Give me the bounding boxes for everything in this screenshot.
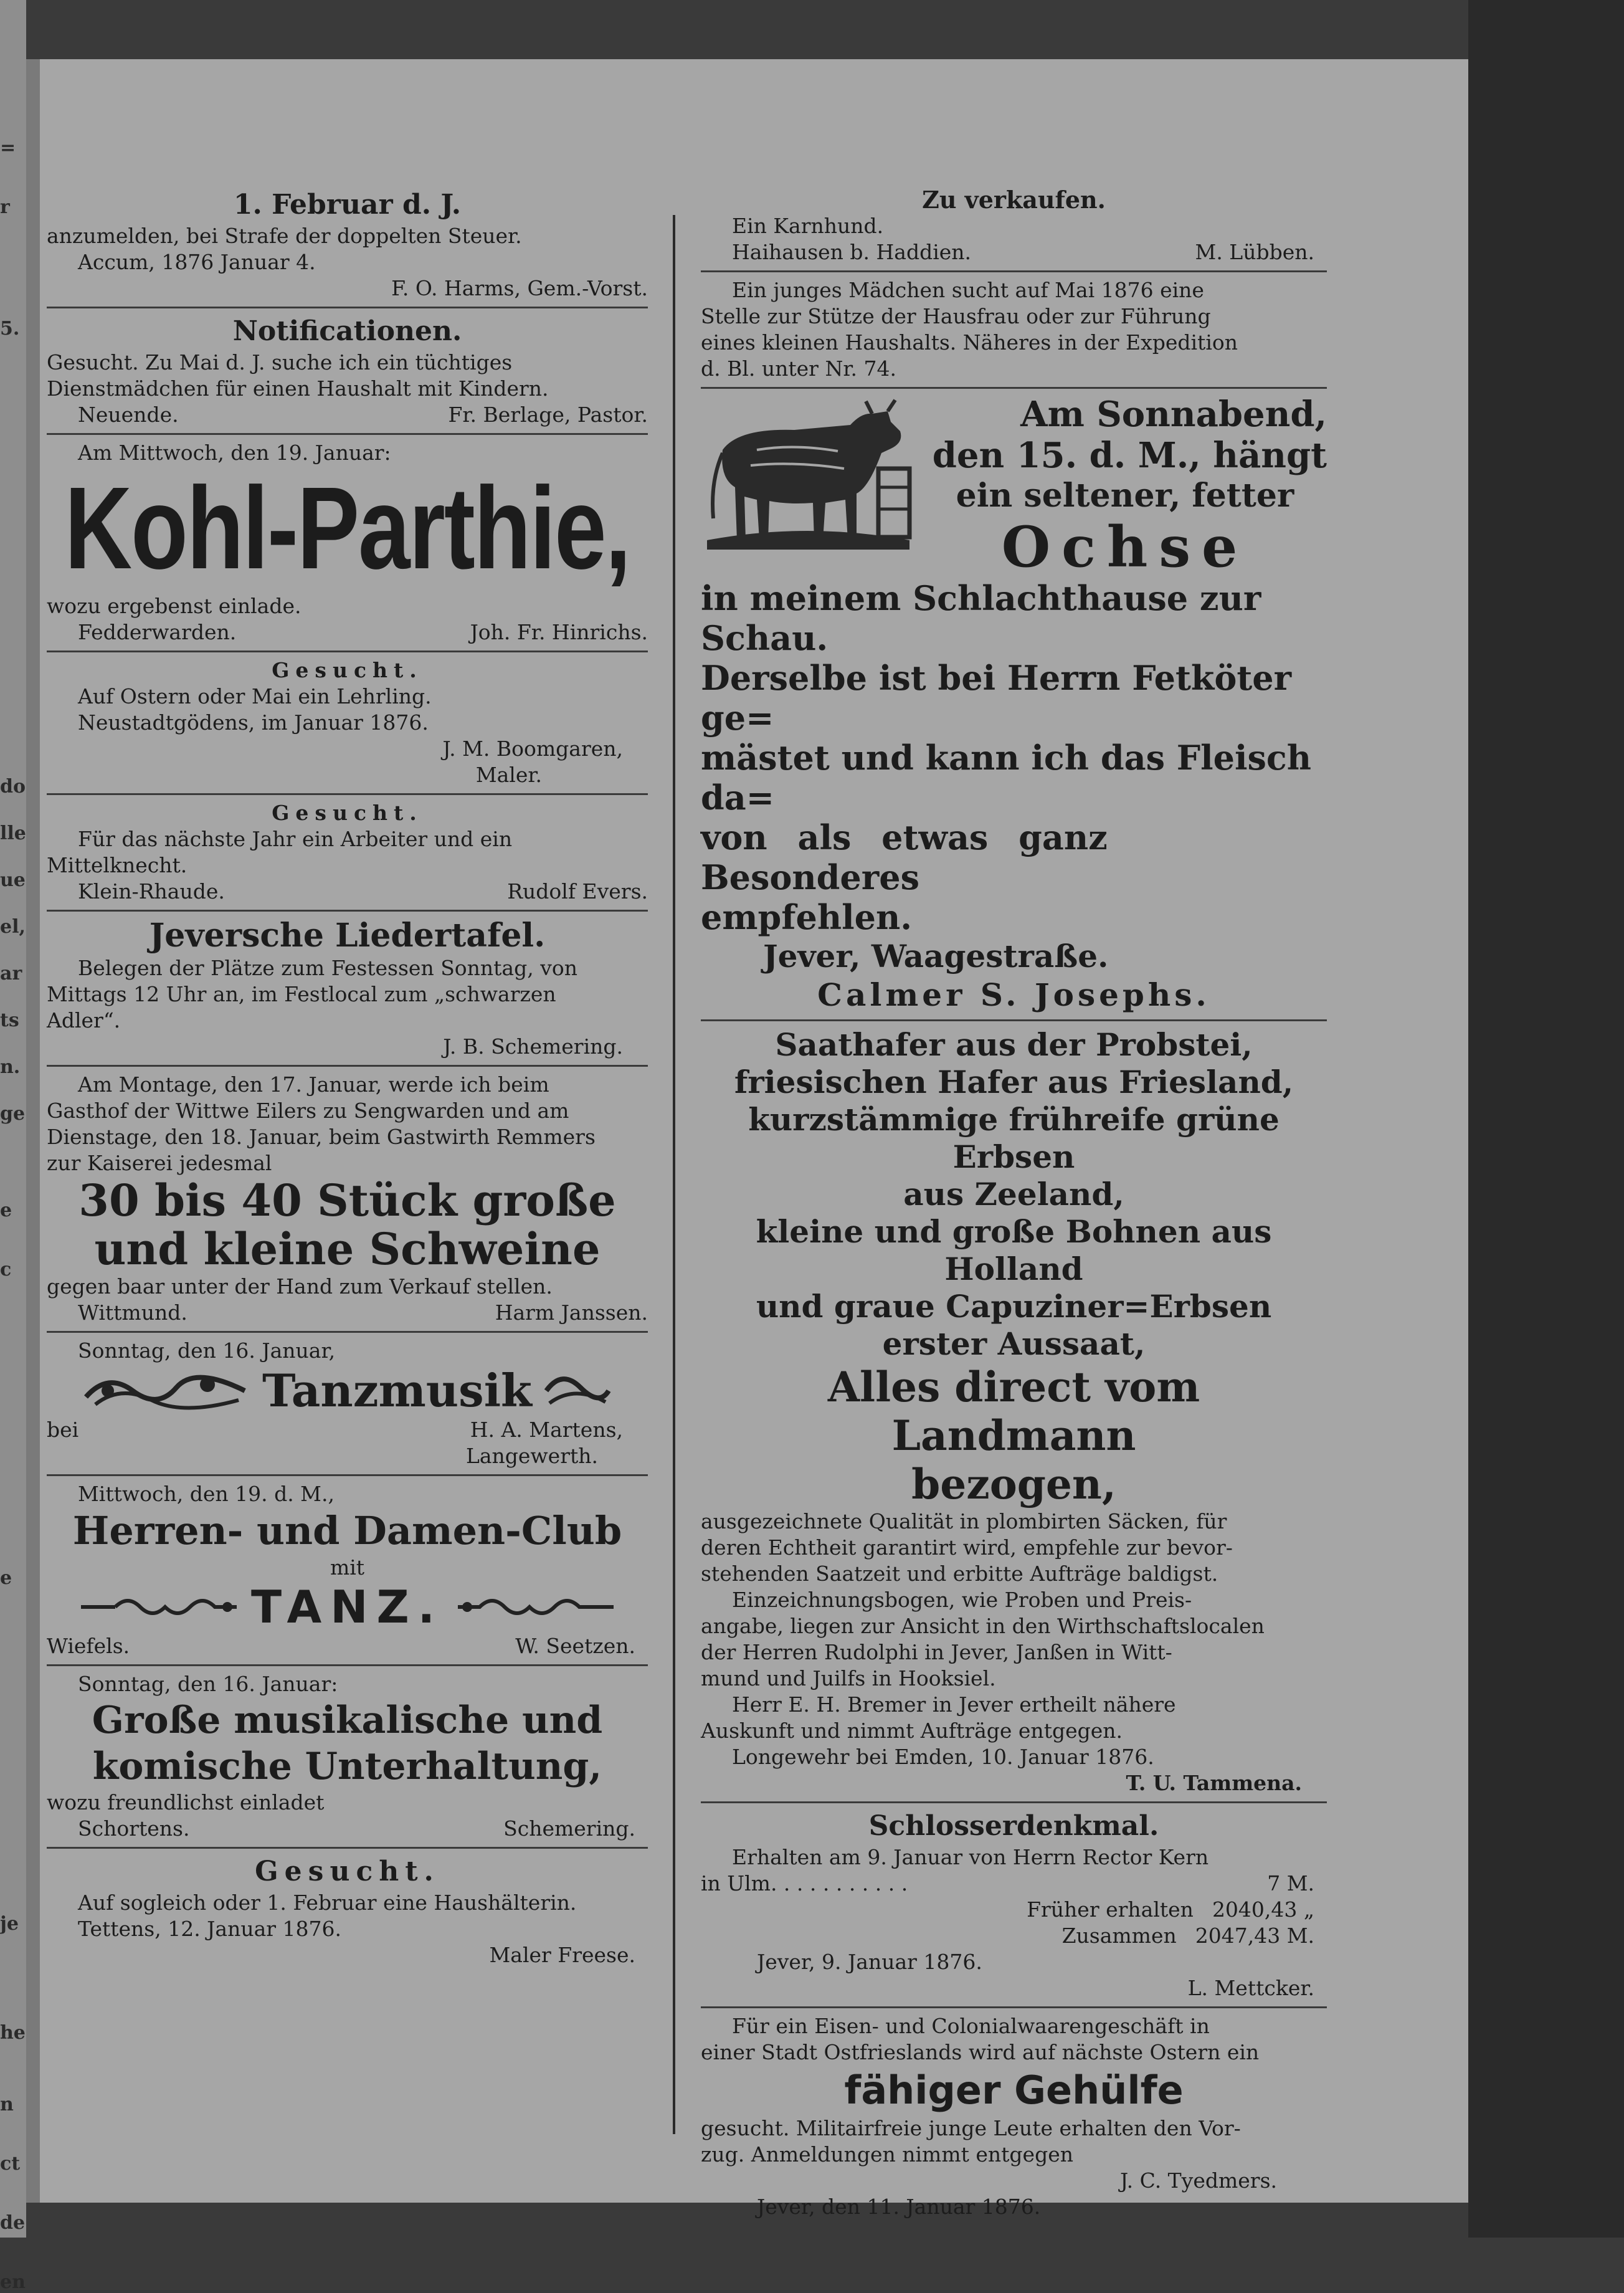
page-gutter <box>26 59 40 2203</box>
divider <box>47 1331 648 1333</box>
divider <box>47 433 648 435</box>
ad-headline: erster Aussaat, <box>882 1325 1146 1362</box>
margin-fragment: e <box>0 1567 12 1589</box>
donation-signature: L. Mettcker. <box>1187 1976 1314 2000</box>
girl-seeks-position-ad <box>701 277 1327 382</box>
ad-headline: kleine und große Bohnen aus Holland <box>756 1213 1272 1287</box>
ad-text: mästet und kann ich das Fleisch da= <box>701 738 1312 818</box>
ad-signature: Fr. Berlage, Pastor. <box>448 403 648 427</box>
ad-headline: Kohl-Parthie, <box>64 462 630 593</box>
divider <box>47 1664 648 1666</box>
divider <box>47 1847 648 1849</box>
ad-place-date: Longewehr bei Emden, 10. Januar 1876. <box>732 1745 1154 1769</box>
ad-signature: H. A. Martens, <box>470 1418 623 1442</box>
housekeeper-wanted-ad <box>47 1854 648 1968</box>
margin-fragment: c <box>0 1259 12 1280</box>
divider <box>701 387 1327 389</box>
seed-oats-ad <box>701 1026 1327 1796</box>
section-heading: Gesucht. <box>272 658 423 682</box>
section-heading: Notificationen. <box>232 315 462 347</box>
ad-headline: kurzstämmige frühreife grüne Erbsen <box>748 1101 1280 1175</box>
ad-signature: W. Seetzen. <box>515 1634 635 1658</box>
worker-wanted-ad <box>47 800 648 905</box>
divider <box>701 1019 1327 1021</box>
ad-signature: Rudolf Evers. <box>507 879 648 903</box>
ad-place: Fedderwarden. <box>78 620 237 644</box>
margin-fragment: 5. <box>0 318 20 340</box>
ad-text: der Herren Rudolphi in Jever, Janßen in Witt- <box>701 1640 1172 1664</box>
column-divider <box>673 215 675 2134</box>
ad-place: Wittmund. <box>78 1300 188 1325</box>
ad-headline: friesischen Hafer aus Friesland, <box>734 1064 1294 1100</box>
ad-text: Auf sogleich oder 1. Februar eine Haushälterin. <box>78 1890 577 1915</box>
divider <box>47 910 648 912</box>
assistant-wanted-ad <box>701 2013 1327 2220</box>
ad-headline: TANZ. <box>250 1581 444 1633</box>
ad-text: Gasthof der Wittwe Eilers zu Sengwarden und am <box>47 1099 569 1123</box>
ad-text: zur Kaiserei jedesmal <box>47 1151 272 1175</box>
ad-place: Jever, Waagestraße. <box>763 938 1109 975</box>
ad-signature: Schemering. <box>503 1816 635 1841</box>
ad-text: von als etwas ganz Besonderes <box>701 818 1108 897</box>
ad-text: mit <box>330 1555 365 1580</box>
ad-text: gegen baar unter der Hand zum Verkauf stellen. <box>47 1274 553 1299</box>
margin-fragment: n <box>0 2094 14 2115</box>
ad-headline-big: Alles direct vom Landmann <box>827 1363 1200 1460</box>
ad-footer <box>47 402 648 428</box>
ad-place: Haihausen b. Haddien. <box>732 240 972 264</box>
divider <box>701 1801 1327 1803</box>
divider <box>47 1474 648 1476</box>
ad-text: Neustadtgödens, im Januar 1876. <box>78 710 429 735</box>
notice-signature: F. O. Harms, Gem.-Vorst. <box>391 276 648 300</box>
ad-footer <box>47 1816 648 1842</box>
ad-text: einer Stadt Ostfrieslands wird auf nächste Ostern ein <box>701 2040 1260 2064</box>
donation-date: Jever, 9. Januar 1876. <box>757 1950 982 1974</box>
ad-text: wozu ergebenst einlade. <box>47 594 302 618</box>
ad-signature: Maler Freese. <box>489 1943 635 1967</box>
ad-text: Herr E. H. Bremer in Jever ertheilt nähere <box>732 1692 1176 1717</box>
margin-fragment: ar <box>0 963 22 984</box>
ad-text: Belegen der Plätze zum Festessen Sonntag, von <box>78 956 577 980</box>
donation-total-row <box>701 1923 1327 1949</box>
ad-signature: Harm Janssen. <box>495 1300 648 1325</box>
ad-headline: den 15. d. M., hängt <box>932 435 1327 476</box>
ad-headline-big: Ochse <box>1001 514 1249 580</box>
ad-signature: J. C. Tyedmers. <box>1119 2168 1277 2193</box>
ad-text: Dienstage, den 18. Januar, beim Gastwirth Remmers <box>47 1125 596 1149</box>
ad-text: eines kleinen Haushalts. Näheres in der Expedition <box>701 330 1238 355</box>
ad-footer <box>701 239 1327 265</box>
divider <box>701 270 1327 272</box>
margin-fragment: do <box>0 776 26 798</box>
ad-signature: M. Lübben. <box>1195 240 1314 264</box>
donation-label: Zusammen <box>1061 1924 1177 1948</box>
ad-headline: Große musikalische und <box>92 1699 603 1742</box>
ad-text: Auskunft und nimmt Aufträge entgegen. <box>701 1719 1123 1743</box>
section-heading: Zu verkaufen. <box>922 186 1106 214</box>
liedertafel-ad <box>47 917 648 1060</box>
donation-amount: 7 M. <box>1267 1871 1314 1895</box>
margin-fragment: en <box>0 2271 26 2293</box>
ad-text: wozu freundlichst einladet <box>47 1790 325 1814</box>
ad-place: Wiefels. <box>47 1634 130 1658</box>
ad-place: Klein-Rhaude. <box>78 879 225 903</box>
donation-label: in Ulm. . . . . . . . . . . <box>701 1871 908 1895</box>
donation-total: 2047,43 M. <box>1195 1924 1314 1948</box>
ad-headline: Jeversche Liedertafel. <box>149 917 546 955</box>
right-column <box>701 187 1327 2220</box>
ad-footer <box>47 1633 648 1659</box>
ad-text: Stelle zur Stütze der Hausfrau oder zur Führung <box>701 304 1211 328</box>
ad-headline: und graue Capuziner=Erbsen <box>756 1288 1272 1325</box>
section-heading: Schlosserdenkmal. <box>868 1810 1159 1842</box>
margin-fragment: n. <box>0 1056 21 1078</box>
divider <box>47 651 648 652</box>
ad-headline: aus Zeeland, <box>903 1176 1124 1213</box>
ox-display-ad <box>701 394 1327 1014</box>
ad-date: Sonntag, den 16. Januar, <box>78 1338 336 1363</box>
entertainment-ad <box>47 1671 648 1842</box>
ad-signature: T. U. Tammena. <box>1126 1771 1302 1795</box>
ox-heading-text <box>923 394 1327 578</box>
kohl-parthie-ad <box>47 440 648 646</box>
ad-place-date: Jever, den 11. Januar 1876. <box>757 2195 1041 2219</box>
pigs-sale-ad <box>47 1072 648 1326</box>
divider <box>47 1065 648 1067</box>
ornament-left-icon <box>83 1366 251 1416</box>
ad-headline: Saathafer aus der Probstei, <box>775 1026 1253 1063</box>
deadline-heading: 1. Februar d. J. <box>233 189 462 221</box>
margin-fragment: ge <box>0 1103 26 1125</box>
tax-notice <box>47 187 648 302</box>
donation-amount: 2040,43 „ <box>1212 1897 1314 1922</box>
ad-text: Einzeichnungsbogen, wie Proben und Preis- <box>732 1588 1192 1612</box>
ad-text: angabe, liegen zur Ansicht in den Wirthschaftslocalen <box>701 1614 1265 1638</box>
ad-text: mund und Juilfs in Hooksiel. <box>701 1666 996 1690</box>
margin-fragment: = <box>0 137 16 159</box>
donation-row <box>701 1871 1327 1897</box>
ox-header <box>701 394 1327 578</box>
ad-place: Neuende. <box>78 403 179 427</box>
ad-place: Langewerth. <box>465 1444 598 1468</box>
ad-text: gesucht. Militairfreie junge Leute erhalten den Vor- <box>701 2116 1241 2140</box>
ad-text: Auf Ostern oder Mai ein Lehrling. <box>78 684 432 708</box>
ad-headline: Am Sonnabend, <box>1020 394 1327 435</box>
ad-signature: Joh. Fr. Hinrichs. <box>470 620 648 644</box>
scan-background <box>1468 0 1624 2238</box>
ad-text: Ein junges Mädchen sucht auf Mai 1876 eine <box>732 278 1204 302</box>
margin-fragment: ts <box>0 1009 19 1031</box>
ad-headline: 30 bis 40 Stück große <box>78 1175 616 1226</box>
ad-headline-big: bezogen, <box>911 1460 1116 1509</box>
margin-fragment: ct <box>0 2153 21 2175</box>
margin-fragment: e <box>0 1199 12 1221</box>
divider <box>47 307 648 308</box>
ad-footer <box>47 619 648 646</box>
ad-date: Mittwoch, den 19. d. M., <box>78 1482 335 1506</box>
ad-text: d. Bl. unter Nr. 74. <box>701 356 896 381</box>
margin-fragment: lle <box>0 822 26 844</box>
ad-signature-title: Maler. <box>475 763 542 787</box>
ox-woodcut-image <box>701 394 916 553</box>
ad-text: in meinem Schlachthause zur Schau. <box>701 578 1261 658</box>
ad-text: Dienstmädchen für einen Haushalt mit Kindern. <box>47 376 549 401</box>
margin-fragment: el, <box>0 916 26 938</box>
ad-date: Sonntag, den 16. Januar: <box>78 1672 338 1696</box>
ornament-right-icon <box>543 1366 612 1416</box>
margin-fragment: je <box>0 1913 19 1935</box>
ad-text: stehenden Saatzeit und erbitte Aufträge baldigst. <box>701 1561 1218 1586</box>
previous-page-margin <box>0 112 26 2293</box>
ornament-right-icon <box>455 1591 617 1623</box>
ad-signature: J. M. Boomgaren, <box>442 737 623 761</box>
ad-text: bei <box>47 1418 79 1442</box>
ad-text: Am Montage, den 17. Januar, werde ich beim <box>78 1072 549 1097</box>
ad-headline: Tanzmusik <box>262 1364 532 1417</box>
monument-donations <box>701 1808 1327 2001</box>
ad-date: Am Mittwoch, den 19. Januar: <box>78 441 391 465</box>
ad-headline: Herren- und Damen-Club <box>72 1508 622 1553</box>
ad-place: Schortens. <box>78 1816 190 1841</box>
margin-fragment: de <box>0 2212 26 2234</box>
ad-signature: J. B. Schemering. <box>443 1034 623 1059</box>
margin-fragment: r <box>0 196 10 218</box>
ornament-left-icon <box>78 1591 240 1623</box>
ad-text: Mittelknecht. <box>47 853 188 877</box>
ad-text: Ein Karnhund. <box>732 214 884 238</box>
ad-text: Gesucht. Zu Mai d. J. suche ich ein tüchtiges <box>47 350 513 374</box>
ad-signature: Calmer S. Josephs. <box>817 976 1210 1013</box>
apprentice-wanted-ad <box>47 657 648 788</box>
club-ad <box>47 1481 648 1659</box>
notice-place-date: Accum, 1876 Januar 4. <box>78 250 316 274</box>
divider <box>47 793 648 795</box>
notifications-ad <box>47 313 648 428</box>
ad-footer <box>47 1300 648 1326</box>
ad-text: ausgezeichnete Qualität in plombirten Säcken, für <box>701 1509 1227 1533</box>
ad-headline: und kleine Schweine <box>94 1223 601 1275</box>
left-column <box>47 187 648 1968</box>
notice-text: anzumelden, bei Strafe der doppelten Steuer. <box>47 224 522 248</box>
ad-text: zug. Anmeldungen nimmt entgegen <box>701 2142 1073 2167</box>
ad-headline-row <box>47 1581 648 1633</box>
section-heading: Gesucht. <box>272 801 423 825</box>
divider <box>701 2006 1327 2008</box>
dog-for-sale-ad <box>701 187 1327 265</box>
tanzmusik-ad <box>47 1338 648 1469</box>
donation-label: Früher erhalten <box>1027 1897 1194 1922</box>
ad-text: Für ein Eisen- und Colonialwaarengeschäft in <box>732 2014 1210 2038</box>
ad-headline: ein seltener, fetter <box>956 477 1294 515</box>
ad-headline-row <box>47 1364 648 1417</box>
ad-text: Derselbe ist bei Herrn Fetköter ge= <box>701 658 1292 738</box>
margin-fragment: ue <box>0 869 26 891</box>
margin-fragment: he <box>0 2022 26 2044</box>
ad-headline: fähiger Gehülfe <box>844 2067 1184 2113</box>
ad-text: Adler“. <box>47 1008 121 1032</box>
ad-footer <box>47 1417 648 1443</box>
ad-text: empfehlen. <box>701 897 913 937</box>
donation-text: Erhalten am 9. Januar von Herrn Rector Kern <box>732 1845 1209 1869</box>
donation-row <box>701 1897 1327 1923</box>
ad-text: Mittags 12 Uhr an, im Festlocal zum „schwarzen <box>47 982 556 1006</box>
ad-footer <box>47 879 648 905</box>
ad-text: Für das nächste Jahr ein Arbeiter und ein <box>78 827 513 851</box>
section-heading: Gesucht. <box>255 1856 440 1887</box>
ad-place-date: Tettens, 12. Januar 1876. <box>78 1917 341 1941</box>
ad-headline: komische Unterhaltung, <box>92 1745 602 1788</box>
ad-text: deren Echtheit garantirt wird, empfehle zur bevor- <box>701 1535 1233 1560</box>
